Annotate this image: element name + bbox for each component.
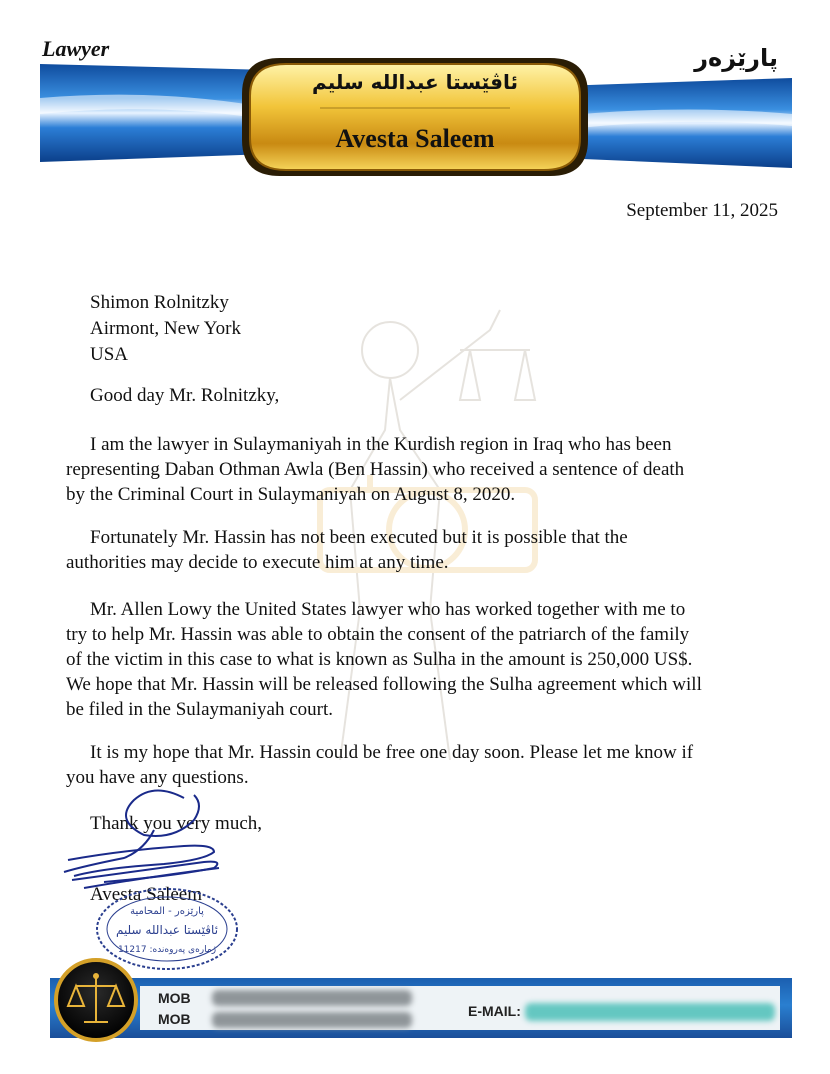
mob-label-1: MOB [158,990,191,1006]
recipient-country: USA [90,344,129,365]
paragraph-line: We hope that Mr. Hassin will be released following the Sulha agreement which will [66,674,702,695]
paragraph-3 [66,597,786,722]
email-label: E-MAIL: [468,1003,521,1019]
scales-of-justice-icon [54,958,138,1042]
handwritten-signature [44,780,264,900]
signatory-name: Avesta Saleem [90,884,203,905]
paragraph-line: Fortunately Mr. Hassin has not been executed but it is possible that the [90,527,628,548]
letter-date: September 11, 2025 [626,200,778,221]
paragraph-line: by the Criminal Court in Sulaymaniyah on August 8, 2020. [66,484,516,505]
paragraph-line: Mr. Allen Lowy the United States lawyer who has worked together with me to [90,599,686,620]
recipient-address [90,290,241,368]
redacted-phone-2 [212,1012,412,1028]
redacted-phone-1 [212,990,412,1006]
paragraph-line: of the victim in this case to what is known as Sulha in the amount is 250,000 US$. [66,649,693,670]
svg-text:پارێزەر - المحامية: پارێزەر - المحامية [130,906,204,917]
paragraph-1 [66,432,786,507]
plaque-name-ku: ئاڤێستا عبداللە سلیم [312,70,518,94]
greeting: Good day Mr. Rolnitzky, [90,385,280,406]
recipient-name: Shimon Rolnitzky [90,292,229,313]
mob-label-2: MOB [158,1011,191,1027]
svg-text:ئاڤێستا عبداللە سلیم: ئاڤێستا عبداللە سلیم [115,923,219,937]
paragraph-line: authorities may decide to execute him at any time. [66,552,449,573]
paragraph-line: you have any questions. [66,767,249,788]
lawyer-title-ku: پارێزەر [694,44,778,72]
paragraph-line: be filed in the Sulaymaniyah court. [66,699,333,720]
recipient-city: Airmont, New York [90,318,241,339]
closing: Thank you very much, [90,813,263,834]
paragraph-line: I am the lawyer in Sulaymaniyah in the Kurdish region in Iraq who has been [90,434,672,455]
svg-text:ژمارەی پەروەندە: 11217: ژمارەی پەروەندە: 11217 [117,945,217,955]
paragraph-line: representing Daban Othman Awla (Ben Hassin) who received a sentence of death [66,459,685,480]
lawyer-title-en: Lawyer [42,36,110,61]
paragraph-line: try to help Mr. Hassin was able to obtain the consent of the patriarch of the family [66,624,690,645]
redacted-email [525,1003,775,1021]
letterhead [0,0,830,210]
paragraph-line: It is my hope that Mr. Hassin could be free one day soon. Please let me know if [90,742,694,763]
paragraph-2 [66,525,786,575]
plaque-name-en: Avesta Saleem [335,124,495,153]
